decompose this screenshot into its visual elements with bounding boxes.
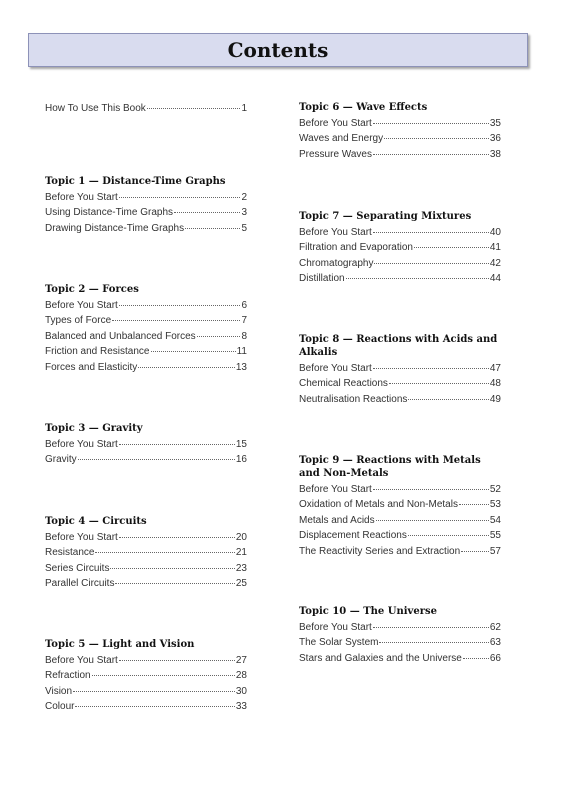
topic-section: [45, 422, 247, 468]
entry-label: Forces and Elasticity: [45, 361, 138, 373]
topic-section: [299, 605, 501, 666]
toc-entry[interactable]: [299, 528, 501, 543]
toc-entry[interactable]: [45, 437, 247, 452]
entry-page: 57: [489, 545, 501, 557]
entry-label: Waves and Energy: [299, 133, 384, 145]
dot-leader: [384, 138, 489, 139]
entry-page: 23: [235, 562, 247, 574]
topic-title: Topic 7 — Separating Mixtures: [299, 211, 472, 222]
entry-label: Stars and Galaxies and the Universe: [299, 652, 462, 664]
entry-page: 62: [489, 622, 501, 633]
dot-leader: [373, 368, 489, 369]
entry-label: How To Use This Book: [45, 103, 146, 114]
entry-page: 63: [489, 637, 501, 649]
toc-entry[interactable]: [299, 482, 501, 497]
topic-section: [299, 210, 501, 287]
dot-leader: [373, 123, 489, 124]
dot-leader: [376, 520, 489, 521]
toc-entry[interactable]: [45, 561, 247, 576]
entry-label: Vision: [45, 685, 73, 697]
entry-label: Distillation: [299, 273, 345, 285]
entry-page: 40: [489, 227, 501, 238]
topic-section: [45, 175, 247, 236]
entry-label: Before You Start: [299, 622, 372, 633]
entry-page: 13: [235, 361, 247, 373]
topic-title: Topic 5 — Light and Vision: [45, 639, 195, 650]
toc-entry[interactable]: [45, 298, 247, 313]
toc-entry[interactable]: [299, 392, 501, 407]
entry-label: The Reactivity Series and Extraction: [299, 545, 461, 557]
entry-page: 38: [489, 148, 501, 160]
entry-page: 20: [235, 532, 247, 543]
entry-label: Chromatography: [299, 257, 374, 269]
entry-label: Using Distance-Time Graphs: [45, 207, 174, 219]
toc-entry[interactable]: [299, 116, 501, 131]
entry-page: 28: [235, 670, 247, 682]
dot-leader: [414, 247, 489, 248]
dot-leader: [110, 568, 234, 569]
entry-page: 54: [489, 514, 501, 526]
toc-entry[interactable]: [45, 205, 247, 220]
entry-label: Before You Start: [299, 363, 372, 374]
dot-leader: [115, 583, 234, 584]
entry-label: Filtration and Evaporation: [299, 242, 413, 254]
entry-page: 16: [235, 454, 247, 466]
dot-leader: [185, 228, 240, 229]
entry-label: Oxidation of Metals and Non-Metals: [299, 499, 458, 511]
dot-leader: [408, 399, 488, 400]
dot-leader: [373, 232, 489, 233]
entry-page: 30: [235, 685, 247, 697]
toc-entry[interactable]: [45, 530, 247, 545]
toc-entry[interactable]: [45, 221, 247, 236]
topic-section: [299, 101, 501, 162]
toc-entry[interactable]: [45, 360, 247, 375]
entry-label: Refraction: [45, 670, 91, 682]
contents-header: [28, 33, 528, 67]
entry-page: 7: [241, 315, 247, 327]
topic-title: Topic 6 — Wave Effects: [299, 102, 428, 113]
dot-leader: [119, 660, 235, 661]
entry-page: 48: [489, 378, 501, 390]
entry-label: Neutralisation Reactions: [299, 393, 408, 405]
entry-page: 27: [235, 655, 247, 666]
toc-entry[interactable]: [45, 452, 247, 467]
toc-entry[interactable]: [299, 147, 501, 162]
entry-label: Pressure Waves: [299, 148, 372, 160]
entry-label: Displacement Reactions: [299, 530, 407, 542]
entry-label: Parallel Circuits: [45, 578, 115, 590]
toc-entry[interactable]: [299, 131, 501, 146]
dot-leader: [119, 305, 241, 306]
entry-page: 6: [241, 300, 247, 311]
topic-section: [299, 333, 501, 407]
entry-label: Before You Start: [299, 484, 372, 495]
entry-page: 66: [489, 652, 501, 664]
dot-leader: [373, 154, 489, 155]
toc-entry[interactable]: [299, 376, 501, 391]
toc-entry[interactable]: [45, 668, 247, 683]
entry-label: Chemical Reactions: [299, 378, 388, 390]
toc-entry[interactable]: [45, 344, 247, 359]
entry-page: 15: [235, 439, 247, 450]
dot-leader: [346, 278, 489, 279]
entry-label: Series Circuits: [45, 562, 110, 574]
dot-leader: [151, 351, 236, 352]
topic-section: [299, 454, 501, 559]
toc-entry[interactable]: [299, 497, 501, 512]
dot-leader: [459, 504, 489, 505]
toc-entry[interactable]: [299, 240, 501, 255]
toc-entry[interactable]: [45, 190, 247, 205]
entry-page: 36: [489, 133, 501, 145]
toc-entry[interactable]: [45, 576, 247, 591]
entry-label: Metals and Acids: [299, 514, 375, 526]
entry-label: Gravity: [45, 454, 77, 466]
toc-entry[interactable]: [299, 635, 501, 650]
toc-entry[interactable]: [45, 313, 247, 328]
toc-entry[interactable]: [299, 225, 501, 240]
page-title: Contents: [227, 38, 329, 62]
entry-page: 8: [241, 330, 247, 342]
topic-section: [45, 515, 247, 592]
topic-title: Topic 4 — Circuits: [45, 516, 147, 527]
entry-page: 5: [241, 222, 247, 234]
dot-leader: [78, 459, 235, 460]
dot-leader: [408, 535, 489, 536]
entry-page: 35: [489, 118, 501, 129]
dot-leader: [461, 551, 489, 552]
entry-label: Colour: [45, 701, 75, 713]
topic-title: Topic 1 — Distance-Time Graphs: [45, 176, 226, 187]
entry-label: Types of Force: [45, 315, 112, 327]
intro-section: [45, 101, 247, 116]
entry-page: 47: [489, 363, 501, 374]
toc-entry[interactable]: [45, 653, 247, 668]
dot-leader: [119, 197, 241, 198]
dot-leader: [174, 212, 240, 213]
entry-page: 44: [489, 273, 501, 285]
topic-title: Topic 2 — Forces: [45, 284, 139, 295]
entry-page: 53: [489, 499, 501, 511]
entry-label: Before You Start: [299, 227, 372, 238]
toc-entry[interactable]: [45, 329, 247, 344]
entry-label: Before You Start: [45, 532, 118, 543]
entry-page: 11: [236, 346, 247, 358]
entry-page: 55: [489, 530, 501, 542]
topic-section: [45, 283, 247, 375]
entry-label: Before You Start: [45, 192, 118, 203]
toc-entry[interactable]: [299, 620, 501, 635]
toc-entry[interactable]: [45, 101, 247, 116]
entry-label: Before You Start: [299, 118, 372, 129]
topic-title: Topic 10 — The Universe: [299, 606, 437, 617]
entry-page: 2: [241, 192, 247, 203]
toc-entry[interactable]: [299, 544, 501, 559]
dot-leader: [138, 367, 235, 368]
dot-leader: [119, 537, 235, 538]
dot-leader: [73, 691, 235, 692]
dot-leader: [373, 627, 489, 628]
dot-leader: [379, 642, 488, 643]
entry-label: The Solar System: [299, 637, 379, 649]
entry-label: Drawing Distance-Time Graphs: [45, 222, 185, 234]
topic-title: Topic 8 — Reactions with Acids and Alkalis: [299, 334, 498, 358]
dot-leader: [119, 444, 235, 445]
toc-entry[interactable]: [299, 651, 501, 666]
entry-label: Friction and Resistance: [45, 346, 150, 358]
entry-label: Before You Start: [45, 439, 118, 450]
dot-leader: [374, 263, 488, 264]
topic-title: Topic 9 — Reactions with Metals and Non-Metals: [299, 455, 481, 479]
topic-title: Topic 3 — Gravity: [45, 423, 143, 434]
dot-leader: [92, 675, 235, 676]
toc-entry[interactable]: [45, 545, 247, 560]
entry-page: 25: [235, 578, 247, 590]
dot-leader: [389, 383, 489, 384]
entry-page: 42: [489, 257, 501, 269]
entry-page: 49: [489, 393, 501, 405]
dot-leader: [147, 108, 241, 109]
entry-page: 41: [489, 242, 501, 254]
toc-entry[interactable]: [299, 271, 501, 286]
entry-page: 1: [241, 103, 247, 114]
entry-label: Resistance: [45, 547, 95, 559]
entry-page: 3: [241, 207, 247, 219]
dot-leader: [373, 489, 489, 490]
entry-page: 52: [489, 484, 501, 495]
toc-entry[interactable]: [45, 699, 247, 714]
dot-leader: [75, 706, 234, 707]
dot-leader: [95, 552, 234, 553]
entry-page: 33: [235, 701, 247, 713]
toc-entry[interactable]: [299, 256, 501, 271]
toc-entry[interactable]: [299, 361, 501, 376]
entry-page: 21: [235, 547, 247, 559]
dot-leader: [112, 320, 240, 321]
toc-entry[interactable]: [45, 684, 247, 699]
dot-leader: [197, 336, 241, 337]
entry-label: Balanced and Unbalanced Forces: [45, 330, 196, 342]
toc-entry[interactable]: [299, 513, 501, 528]
dot-leader: [463, 658, 489, 659]
entry-label: Before You Start: [45, 300, 118, 311]
entry-label: Before You Start: [45, 655, 118, 666]
topic-section: [45, 638, 247, 715]
